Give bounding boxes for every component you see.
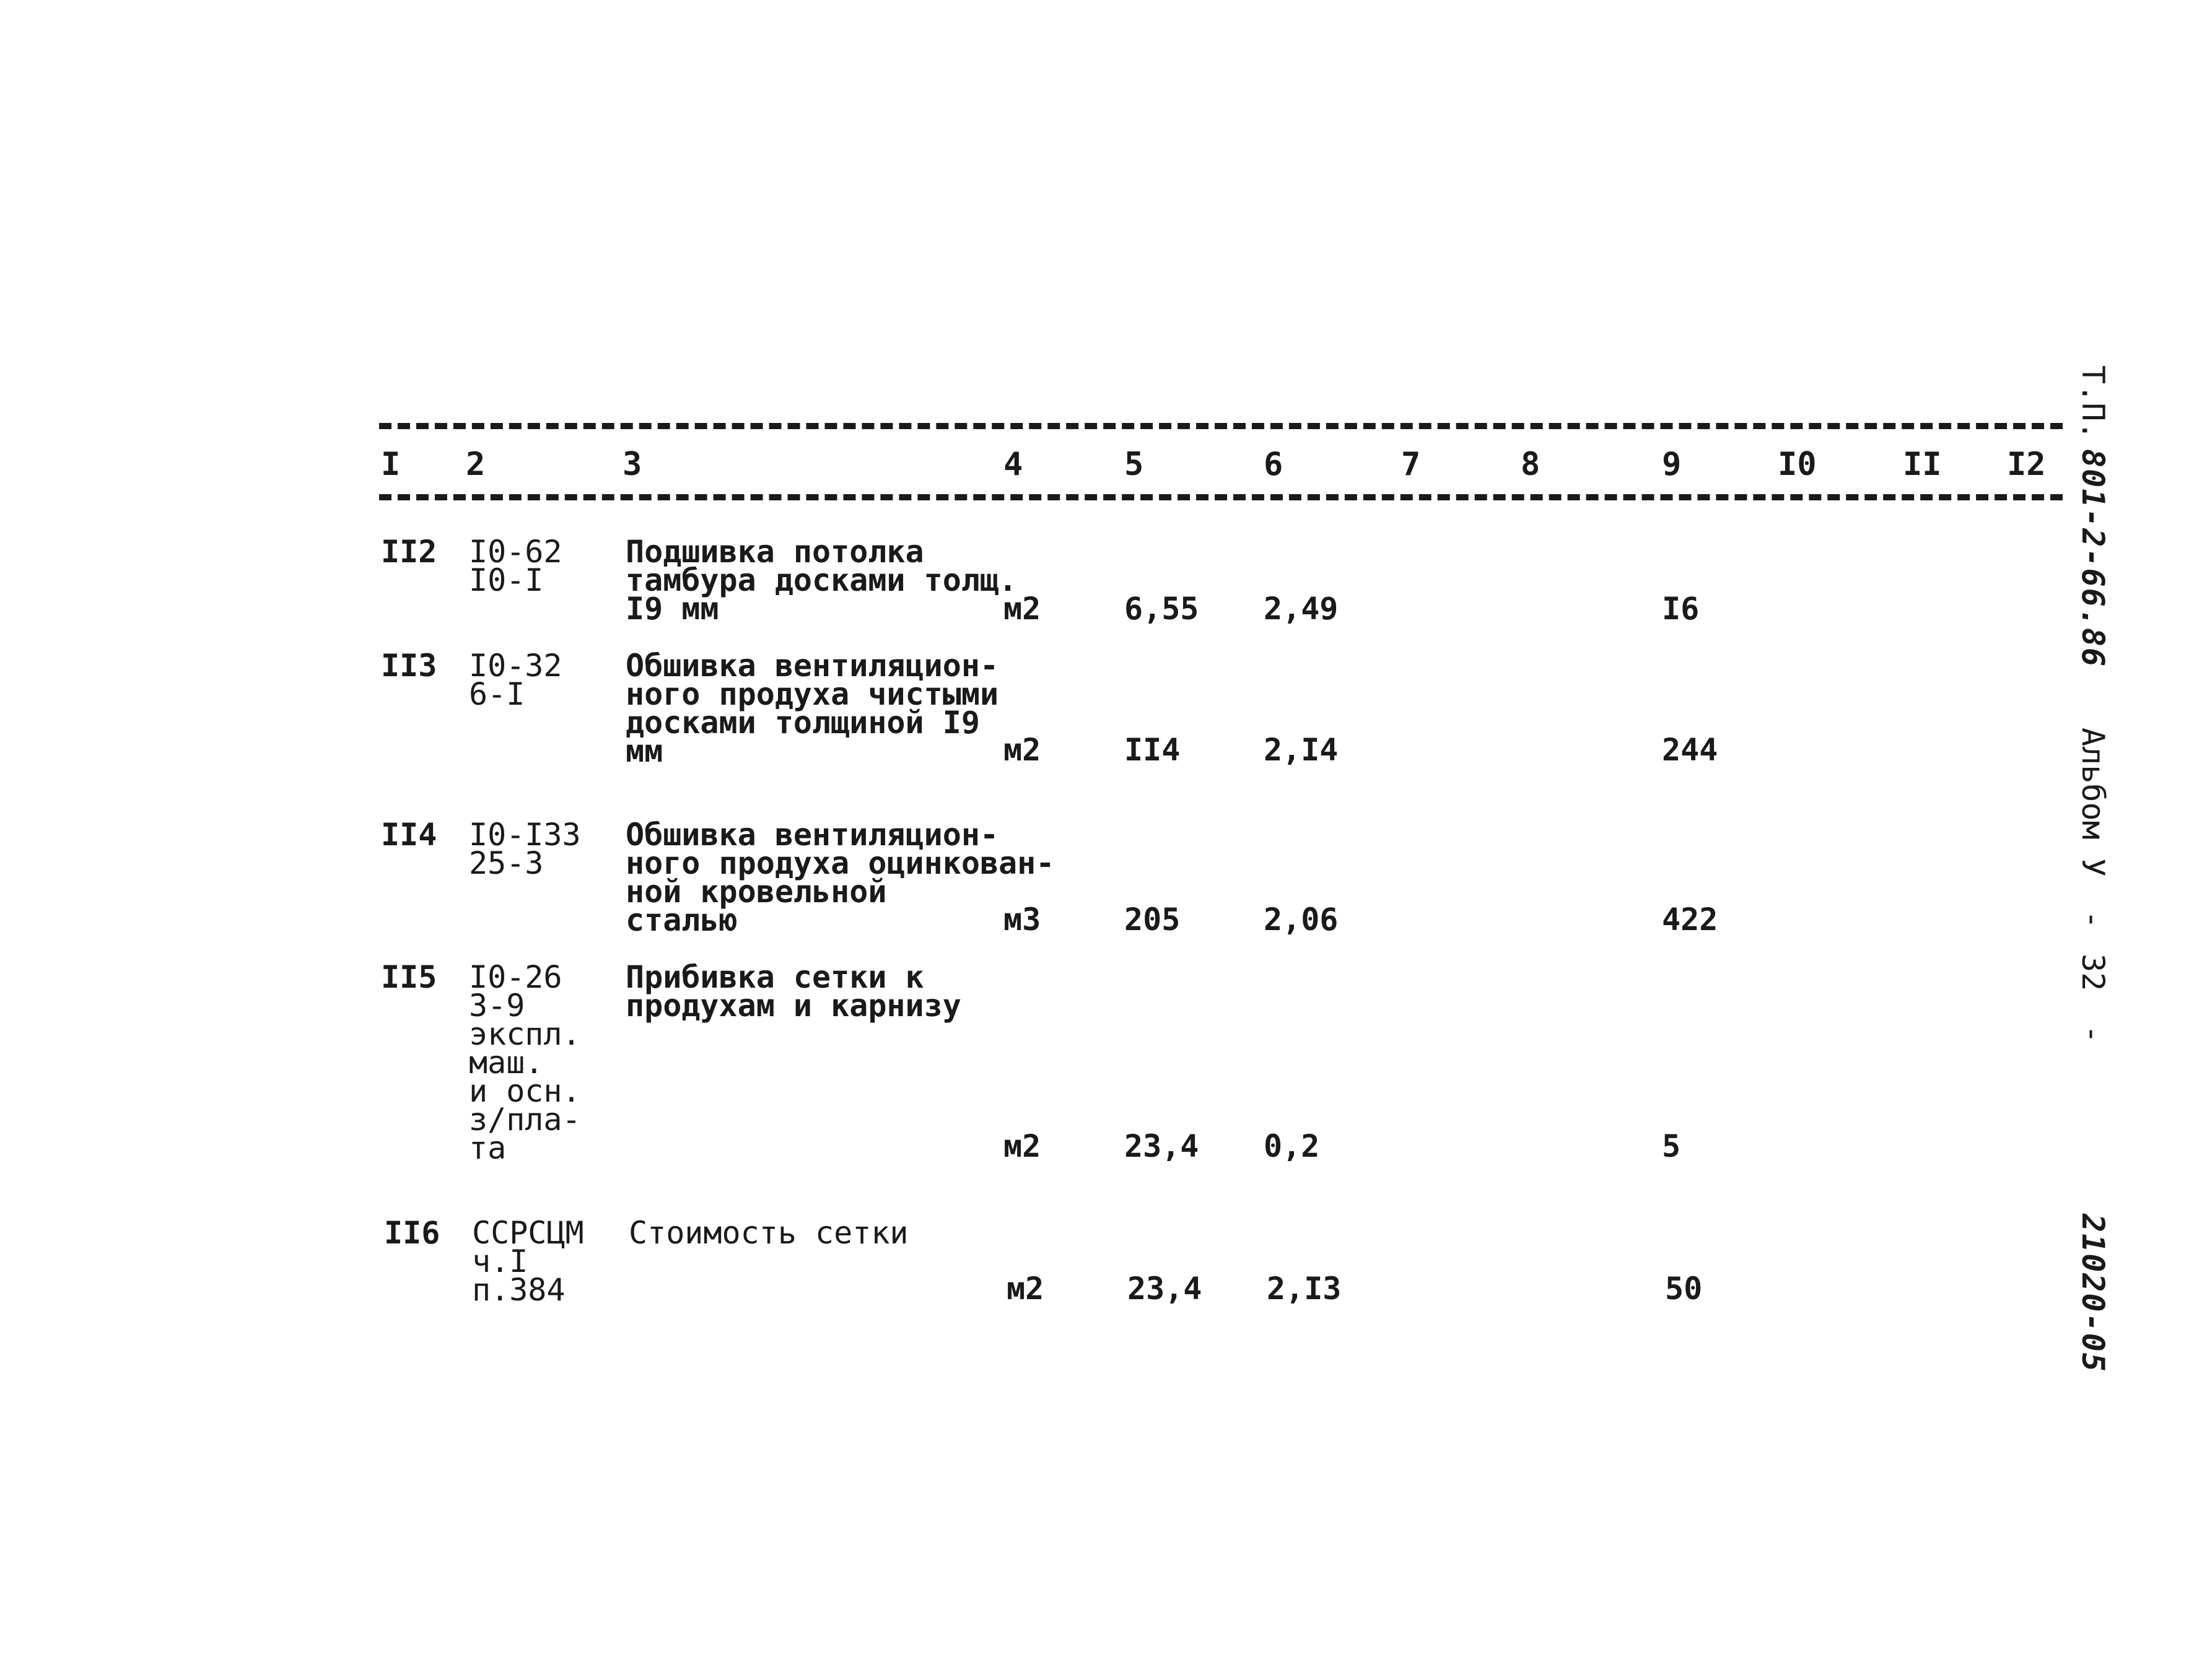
row-unit: м2 (1003, 591, 1041, 627)
row-unit-price: 2,06 (1264, 902, 1339, 938)
header-top-rule (379, 423, 2063, 429)
side-album-label: Альбом У (2075, 728, 2111, 877)
side-code: 21020-05 (2075, 1214, 2111, 1373)
column-header-1: I (381, 446, 401, 483)
column-header-4: 4 (1003, 446, 1023, 483)
side-page-number: 32 (2075, 954, 2111, 991)
row-unit-price: 2,49 (1264, 591, 1339, 627)
column-header-7: 7 (1401, 446, 1421, 483)
row-norm-code: I0-26 3-9 экспл. маш. и осн. з/пла- та (469, 959, 581, 1166)
row-description: Стоимость сетки (629, 1215, 909, 1251)
side-tp-label: Т.П. (2075, 365, 2111, 440)
row-description: Обшивка вентиляцион- ного продуха оцинкован- ной кровельной сталью (626, 817, 1055, 938)
row-quantity: 23,4 (1127, 1271, 1202, 1307)
row-quantity: 205 (1124, 902, 1181, 938)
row-total: I6 (1662, 591, 1700, 627)
row-number: II5 (381, 959, 437, 995)
row-total: 422 (1662, 902, 1718, 938)
row-quantity: 6,55 (1124, 591, 1199, 627)
side-project-number: 801-2-66.86 (2075, 449, 2111, 668)
side-dash-2: - (2075, 1025, 2111, 1044)
row-unit: м2 (1003, 1128, 1041, 1164)
row-unit: м2 (1003, 732, 1041, 768)
column-header-6: 6 (1264, 446, 1283, 483)
row-norm-code: I0-I33 25-3 (469, 817, 581, 881)
column-header-12: I2 (2007, 446, 2046, 483)
row-number: II4 (381, 817, 437, 853)
row-unit-price: 2,I3 (1267, 1271, 1342, 1307)
column-header-11: II (1903, 446, 1942, 483)
row-unit: м3 (1003, 902, 1041, 938)
row-norm-code: ССРСЦМ ч.I п.384 (472, 1215, 584, 1308)
row-description: Обшивка вентиляцион- ного продуха чистыми досками толщиной I9 мм (626, 648, 999, 769)
row-number: II6 (384, 1215, 440, 1251)
row-description: Подшивка потолка тамбура досками толщ. I9 мм (626, 534, 1018, 627)
row-unit-price: 0,2 (1264, 1128, 1320, 1164)
side-dash-1: - (2075, 910, 2111, 929)
row-total: 244 (1662, 732, 1718, 768)
row-total: 5 (1662, 1128, 1681, 1164)
column-header-2: 2 (466, 446, 486, 483)
row-unit-price: 2,I4 (1264, 732, 1339, 768)
column-header-5: 5 (1124, 446, 1144, 483)
row-norm-code: I0-32 6-I (469, 648, 562, 712)
row-quantity: II4 (1124, 732, 1181, 768)
column-header-3: 3 (623, 446, 642, 483)
row-description: Прибивка сетки к продухам и карнизу (626, 959, 961, 1024)
row-number: II3 (381, 648, 437, 684)
row-quantity: 23,4 (1124, 1128, 1199, 1164)
column-header-10: I0 (1778, 446, 1817, 483)
row-unit: м2 (1007, 1271, 1044, 1307)
column-header-8: 8 (1521, 446, 1541, 483)
row-norm-code: I0-62 I0-I (469, 534, 562, 598)
row-total: 50 (1665, 1271, 1703, 1307)
column-header-9: 9 (1662, 446, 1682, 483)
row-number: II2 (381, 534, 437, 570)
header-bottom-rule (379, 494, 2063, 500)
